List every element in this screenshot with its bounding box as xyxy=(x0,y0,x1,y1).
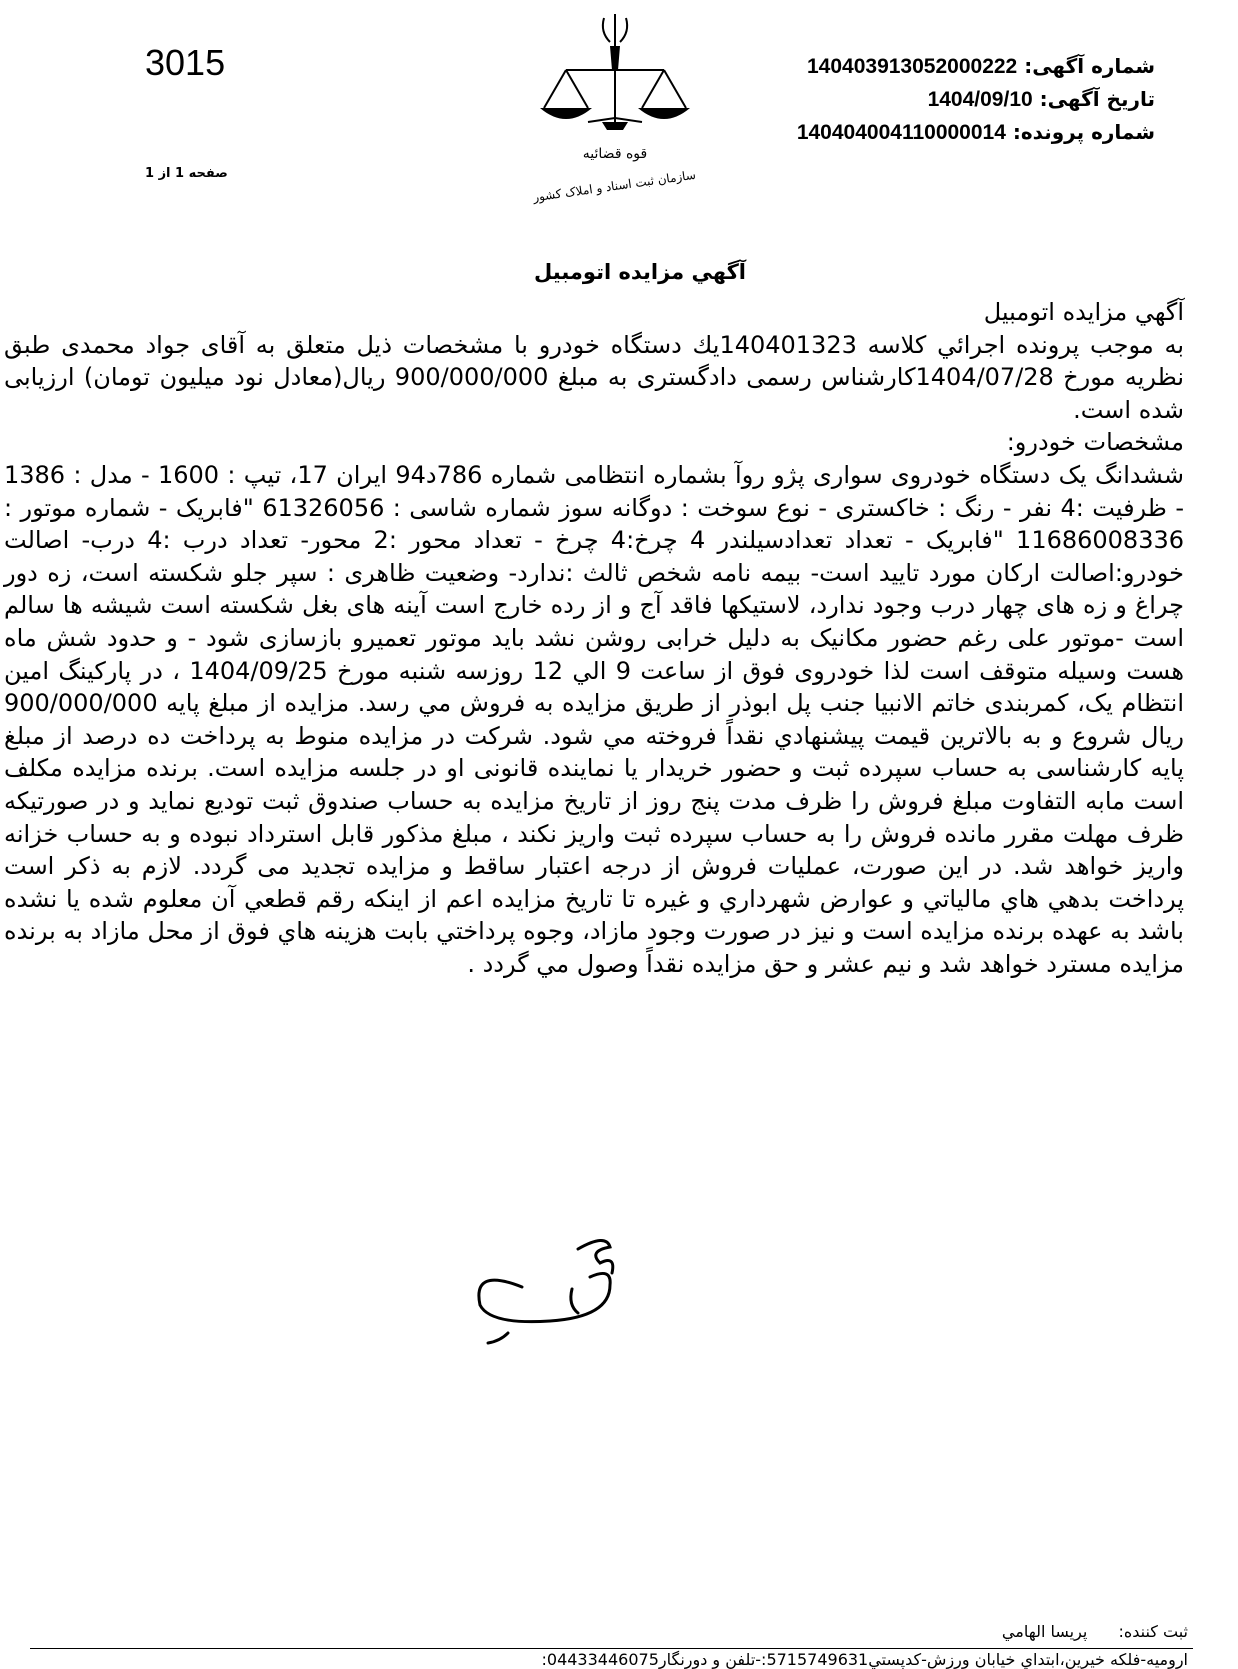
emblem-text-judiciary: قوه قضائیه xyxy=(582,146,648,162)
document-title: آگهي مزايده اتومبيل xyxy=(534,260,746,284)
emblem-text-organization: سازمان ثبت اسناد و املاک کشور xyxy=(532,167,697,205)
page-count: صفحه 1 از 1 xyxy=(145,166,228,181)
signature xyxy=(460,1225,660,1345)
ad-date-value: 1404/09/10 xyxy=(927,88,1033,111)
ad-date-row xyxy=(797,83,1155,116)
ad-metadata xyxy=(797,50,1155,149)
footer-divider xyxy=(30,1648,1193,1649)
case-number-row xyxy=(797,116,1155,149)
registrar xyxy=(1002,1622,1188,1641)
body-paragraph-valuation: به موجب پرونده اجرائي كلاسه 140401323يك دستگاه خودرو با مشخصات ذيل متعلق به آقای جواد محمدی طبق نظريه مورخ 1404/07/28كارشناس رسمی دادگستری به مبلغ 900/000/000 ريال(معادل نود ميليون تومان) ارزيابی شده است. xyxy=(4,330,1185,424)
registrar-name: پريسا الهامي xyxy=(1001,1622,1088,1641)
ad-number-value: 140403913052000222 xyxy=(807,55,1018,78)
ad-date-label: تاریخ آگهی: xyxy=(1039,87,1155,111)
body-paragraph-specs: ششدانگ يک دستگاه خودروی سواری پژو روآ بشماره انتظامی شماره 786د94 ايران 17، تيپ : 1600 - مدل : 1386 - ظرفيت :4 نفر - رنگ : خاکستری - نوع سوخت : دوگانه سوز شماره شاسی : 61326056 "فابريک - شماره موتور : 11686008336 "فابريک - تعداد تعدادسيلندر 4 چرخ:4 چرخ - تعداد محور :2 محور- تعداد درب :4 درب- اصالت خودرو:اصالت اركان مورد تاييد است- بيمه نامه شخص ثالث :ندارد- وضعيت ظاهری : سپر جلو شكسته است، زه دور چراغ و زه های چهار درب وجود ندارد، لاستيكها فاقد آج و از رده خارج است آينه های بغل شكسته است شيشه ها سالم است -موتور علی رغم حضور مكانيک به دليل خرابی روشن نشد بايد موتور تعميرو بازسازی شود - و حدود شش ماه هست وسيله متوقف است لذا خودروی فوق از ساعت 9 الي 12 روزسه شنبه مورخ 1404/09/25 ، در پاركينگ امين انتظام يک، كمربندی خاتم الانبيا جنب پل ابوذر از طريق مزايده به فروش مي رسد. مزايده از مبلغ پايه 900/000/000 ريال شروع و به بالاترين قيمت پيشنهادي نقداً فروخته مي شود. شركت در مزايده منوط به پرداخت ده درصد از مبلغ پايه كارشناسی به حساب سپرده ثبت و حضور خريدار يا نماينده قانونی او در جلسه مزايده است. برنده مزايده مكلف است مابه التفاوت مبلغ فروش را ظرف مدت پنج روز از تاريخ مزايده به حساب صندوق ثبت توديع نمايد و در صورتيكه ظرف مهلت مقرر مانده فروش را به حساب سپرده ثبت واريز نكند ، مبلغ مذكور قابل استرداد نبوده و به حساب خزانه واريز خواهد شد. در اين صورت، عمليات فروش از درجه اعتبار ساقط و مزايده تجديد می گردد. لازم به ذكر است پرداخت بدهي هاي مالياتي و عوارض شهرداري و غيره تا تاريخ مزايده اعم از اينكه رقم قطعي آن معلوم شده يا نشده باشد به عهده برنده مزايده است و نيز در صورت وجود مازاد، وجوه پرداختي بابت هزينه هاي فوق از محل مازاد به برنده مزايده مسترد خواهد شد و نيم عشر و حق مزايده نقداً وصول مي گردد . xyxy=(4,460,1185,978)
body-heading: آگهي مزايده اتومبيل xyxy=(983,298,1184,326)
registrar-label: ثبت كننده: xyxy=(1118,1622,1188,1641)
body-specs-heading: مشخصات خودرو: xyxy=(1006,428,1184,457)
footer-address: اروميه-فلكه خيرين،ابتداي خيابان ورزش-كدپستي5715749631:-تلفن و دورنگار04433446075: xyxy=(541,1650,1188,1669)
ad-number-row xyxy=(797,50,1155,83)
document-body xyxy=(4,296,1184,980)
case-number-value: 140404004110000014 xyxy=(796,121,1006,144)
case-number-label: شماره پرونده: xyxy=(1012,120,1155,144)
page-number: 3015 xyxy=(145,42,226,83)
judiciary-emblem-icon xyxy=(530,10,700,210)
ad-number-label: شماره آگهی: xyxy=(1024,54,1155,78)
